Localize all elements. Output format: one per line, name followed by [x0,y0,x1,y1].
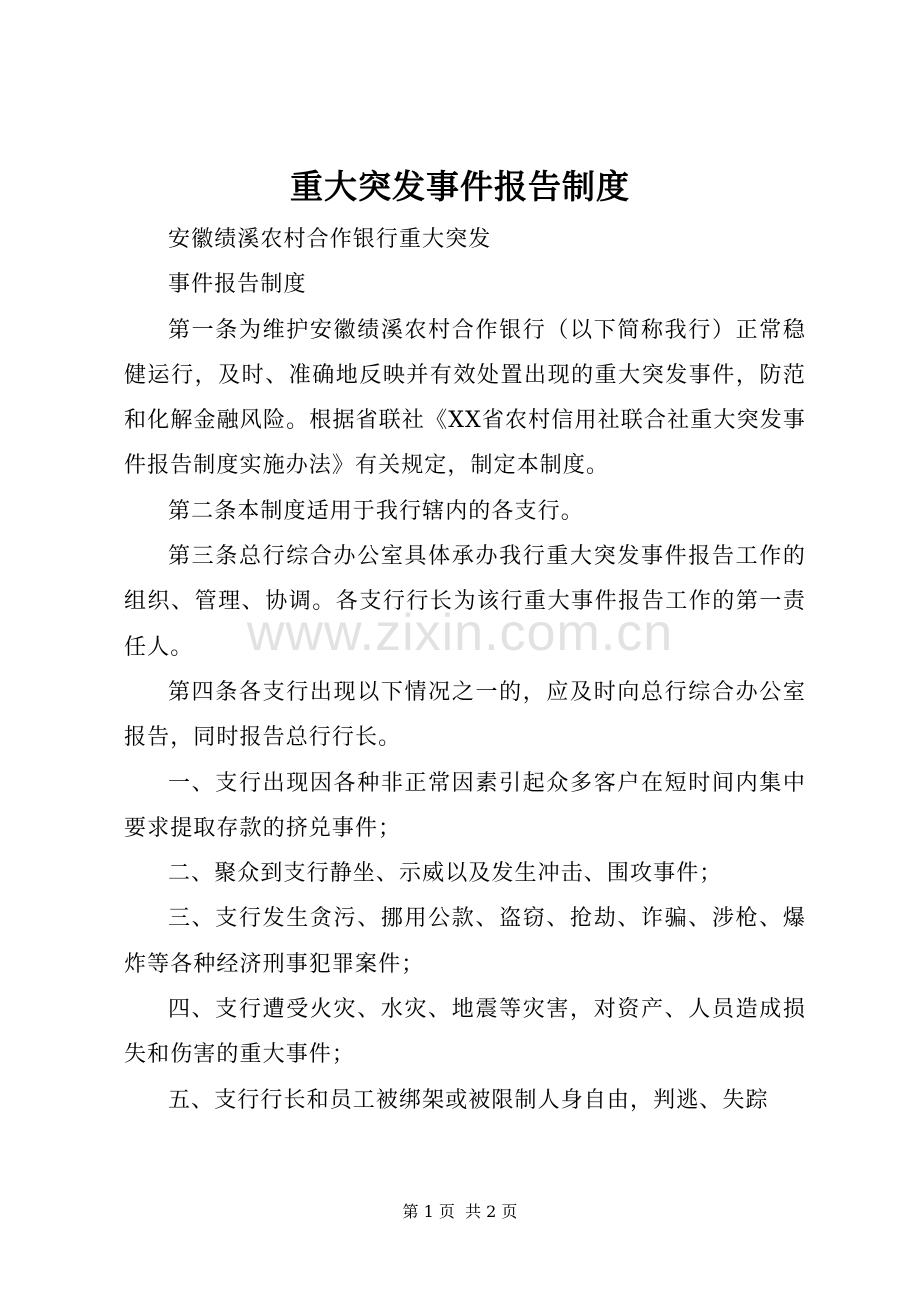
paragraph-item-3: 三、支行发生贪污、挪用公款、盗窃、抢劫、诈骗、涉枪、爆炸等各种经济刑事犯罪案件； [124,906,806,977]
document-title: 重大突发事件报告制度 [290,167,630,206]
paragraph-item-2: 二、聚众到支行静坐、示威以及发生冲击、围攻事件； [168,861,723,887]
paragraph-item-5: 五、支行行长和员工被绑架或被限制人身自由，判逃、失踪 [168,1087,769,1113]
paragraph-article-4: 第四条各支行出现以下情况之一的，应及时向总行综合办公室报告，同时报告总行行长。 [124,679,806,751]
page-footer [0,1200,920,1224]
paragraph-article-1: 第一条为维护安徽绩溪农村合作银行（以下简称我行）正常稳健运行，及时、准确地反映并有效处置出现的重大突发事件，防范和化解金融风险。根据省联社《XX省农村信用社联合社重大突发事件报告制度实施办法》有关规定，制定本制度。 [124,317,806,479]
paragraph-article-2: 第二条本制度适用于我行辖内的各支行。 [168,498,584,524]
paragraph-item-4: 四、支行遭受火灾、水灾、地震等灾害，对资产、人员造成损失和伤害的重大事件； [124,997,806,1068]
document-body [124,217,806,1123]
paragraph-article-3: 第三条总行综合办公室具体承办我行重大突发事件报告工作的组织、管理、协调。各支行行长为该行重大事件报告工作的第一责任人。 [124,544,806,660]
paragraph-subtitle-line-1: 安徽绩溪农村合作银行重大突发 [168,227,492,252]
page-number-label: 第 1 页 共 2 页 [402,1202,518,1221]
paragraph-subtitle-line-2: 事件报告制度 [168,272,307,298]
watermark: www.zixin.com.cn [246,604,674,662]
paragraph-item-1: 一、支行出现因各种非正常因素引起众多客户在短时间内集中要求提取存款的挤兑事件； [124,770,806,841]
